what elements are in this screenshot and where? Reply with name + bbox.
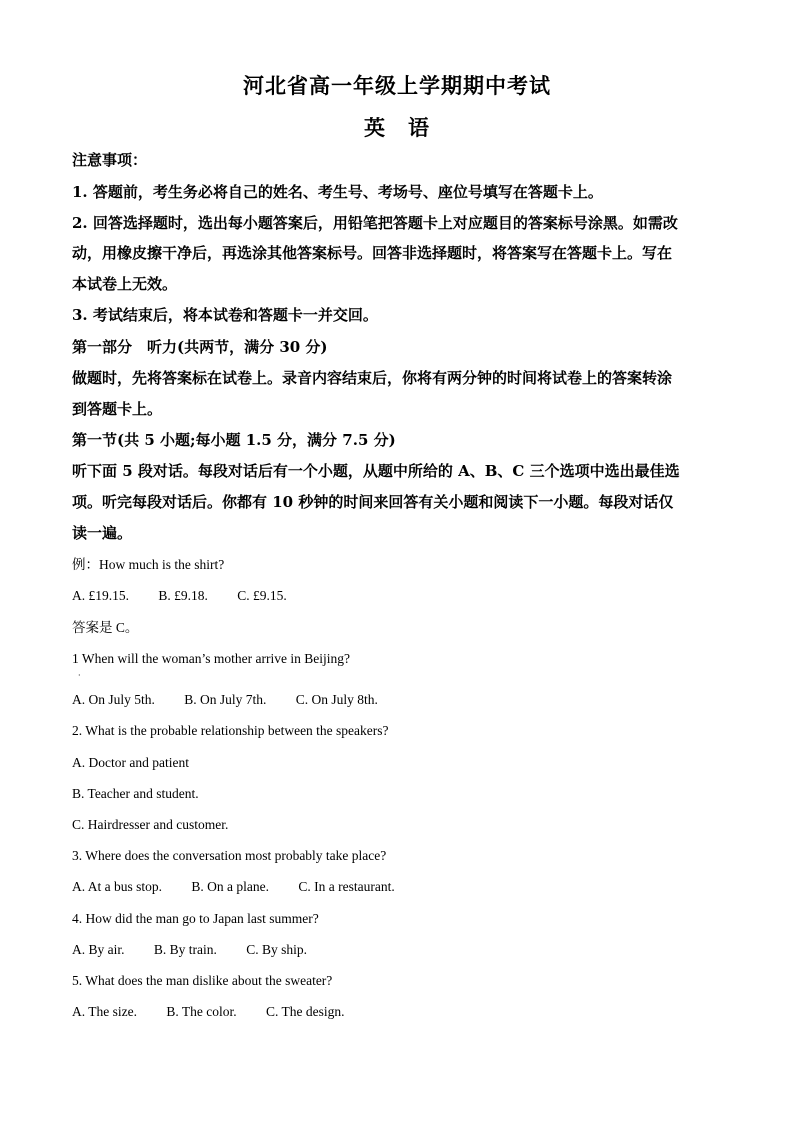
question-3-options bbox=[72, 877, 732, 897]
question-5-options bbox=[72, 1002, 732, 1022]
section1-instruction-line-1: 听下面 5 段对话。每段对话后有一个小题，从题中所给的 A、B、C 三个选项中选出最佳选 bbox=[72, 462, 680, 480]
question-1-options bbox=[72, 690, 732, 710]
option-b: B. On July 7th. bbox=[184, 692, 267, 707]
part1-instruction-line-2: 到答题卡上。 bbox=[72, 400, 163, 418]
question-3-stem: 3. Where does the conversation most probably take place? bbox=[72, 848, 387, 863]
question-1-stem: 1 When will the woman’s mother arrive in Beijing? bbox=[72, 651, 350, 666]
notes-item-2-line-3: 本试卷上无效。 bbox=[72, 275, 178, 293]
example-answer: 答案是 C。 bbox=[72, 620, 139, 635]
option-a: A. By air. bbox=[72, 942, 125, 957]
option-b: B. By train. bbox=[153, 942, 217, 957]
question-4-options bbox=[72, 940, 732, 960]
question-2-stem: 2. What is the probable relationship between the speakers? bbox=[72, 723, 389, 738]
notes-item-3: 3. 考试结束后，将本试卷和答题卡一并交回。 bbox=[72, 306, 378, 324]
option-c: C. £9.15. bbox=[237, 588, 287, 603]
stray-dot: · bbox=[78, 671, 81, 680]
option-a: A. On July 5th. bbox=[72, 692, 155, 707]
question-5-stem: 5. What does the man dislike about the sweater? bbox=[72, 973, 333, 988]
option-c: C. By ship. bbox=[246, 942, 308, 957]
example-options bbox=[72, 586, 732, 606]
notes-item-2-line-1: 2. 回答选择题时，选出每小题答案后，用铅笔把答题卡上对应题目的答案标号涂黑。如需改 bbox=[72, 214, 678, 232]
notes-heading: 注意事项： bbox=[72, 151, 148, 169]
question-4-stem: 4. How did the man go to Japan last summer? bbox=[72, 911, 319, 926]
part1-instruction-line-1: 做题时，先将答案标在试卷上。录音内容结束后，你将有两分钟的时间将试卷上的答案转涂 bbox=[72, 369, 673, 387]
question-2-option-c: C. Hairdresser and customer. bbox=[72, 817, 229, 832]
option-a: A. £19.15. bbox=[72, 588, 129, 603]
section1-instruction-line-3: 读一遍。 bbox=[72, 524, 133, 542]
question-2-option-a: A. Doctor and patient bbox=[72, 755, 189, 770]
option-b: B. £9.18. bbox=[158, 588, 208, 603]
option-b: B. The color. bbox=[166, 1004, 237, 1019]
option-c: C. The design. bbox=[265, 1004, 345, 1019]
option-c: C. In a restaurant. bbox=[298, 879, 395, 894]
option-c: C. On July 8th. bbox=[295, 692, 378, 707]
example-question: 例：How much is the shirt? bbox=[72, 557, 225, 572]
section1-heading: 第一节(共 5 小题;每小题 1.5 分，满分 7.5 分) bbox=[72, 431, 396, 449]
option-a: A. At a bus stop. bbox=[72, 879, 163, 894]
section1-instruction-line-2: 项。听完每段对话后。你都有 10 秒钟的时间来回答有关小题和阅读下一小题。每段对话仅 bbox=[72, 493, 674, 511]
notes-item-1: 1. 答题前，考生务必将自己的姓名、考生号、考场号、座位号填写在答题卡上。 bbox=[72, 183, 603, 201]
question-2-option-b: B. Teacher and student. bbox=[72, 786, 199, 801]
notes-item-2-line-2: 动，用橡皮擦干净后，再选涂其他答案标号。回答非选择题时，将答案写在答题卡上。写在 bbox=[72, 244, 673, 262]
subject-title: 英 语 bbox=[364, 115, 430, 140]
part1-heading: 第一部分 听力(共两节，满分 30 分) bbox=[72, 338, 328, 356]
option-b: B. On a plane. bbox=[191, 879, 269, 894]
option-a: A. The size. bbox=[72, 1004, 137, 1019]
page-title: 河北省高一年级上学期期中考试 bbox=[243, 73, 551, 98]
